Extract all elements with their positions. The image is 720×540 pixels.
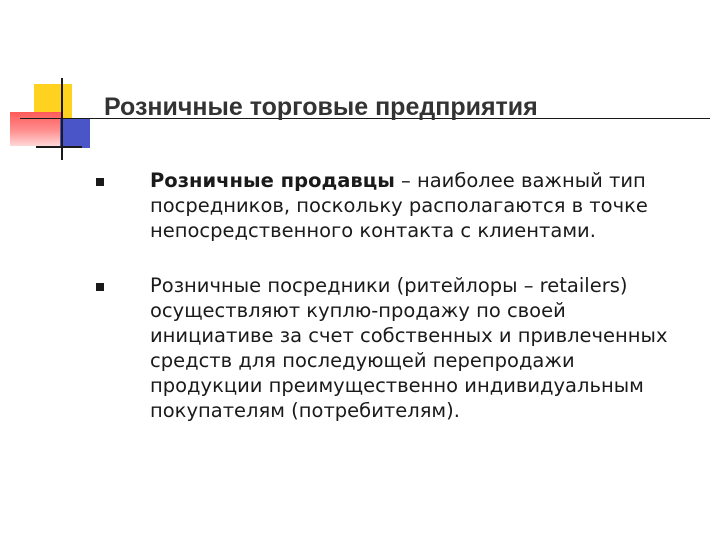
slide-title: Розничные торговые предприятия xyxy=(104,93,538,121)
square-bullet-icon xyxy=(96,178,104,186)
bullet-text xyxy=(150,168,690,243)
bullet-body: Розничные посредники (ритейлоры – retailers) осуществляют куплю-продажу по своей инициативе за счет собственных и привлеченных средств для последующей перепродажи продукции преимущественно индивидуальным покупателям (потребителям). xyxy=(150,274,668,422)
bullet-body: – наиболее важный тип посредников, поскольку располагаются в точке непосредственного контакта с клиентами. xyxy=(150,169,648,242)
bullet-item xyxy=(96,273,696,423)
blue-square-decoration xyxy=(60,118,90,148)
square-bullet-icon xyxy=(96,283,104,291)
short-rule xyxy=(36,146,82,148)
bullet-list xyxy=(96,168,696,453)
bullet-item xyxy=(96,168,696,243)
bullet-lead: Розничные продавцы xyxy=(150,169,395,192)
bullet-text xyxy=(150,273,690,423)
